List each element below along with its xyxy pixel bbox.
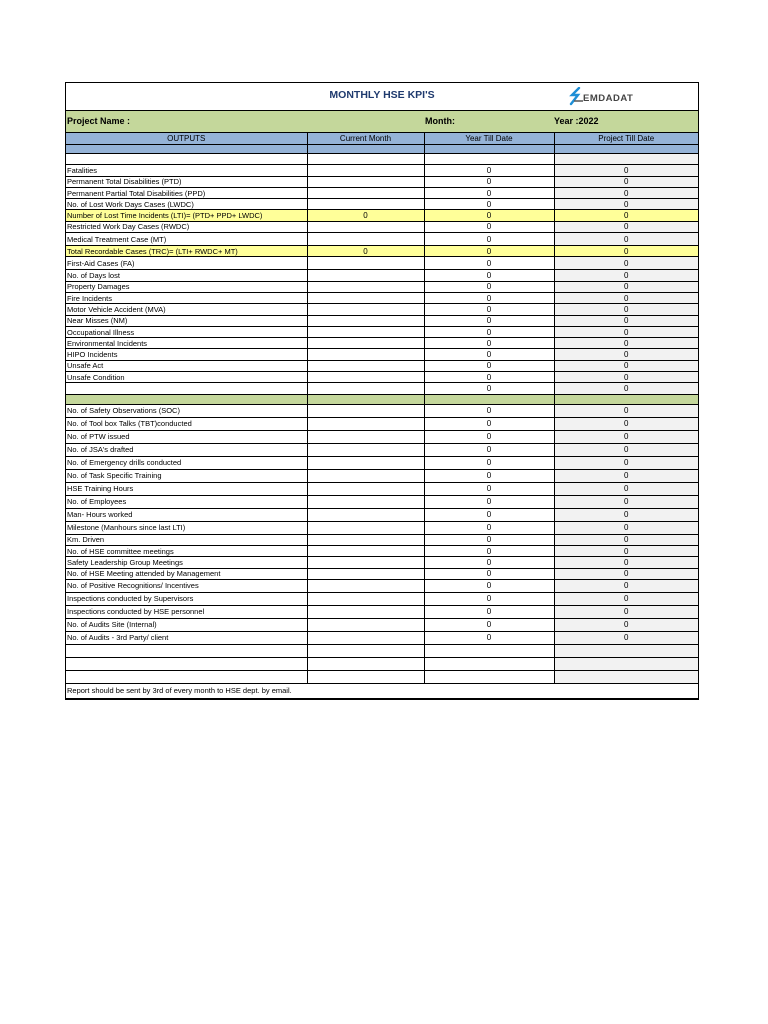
table-row <box>66 383 698 394</box>
project-till-date-cell: 0 <box>554 257 698 270</box>
project-till-date-cell: 0 <box>554 360 698 371</box>
project-info-row <box>66 111 698 133</box>
row-label: No. of JSA's drafted <box>66 443 307 456</box>
table-row <box>66 579 698 592</box>
current-month-cell <box>307 360 424 371</box>
row-label: Milestone (Manhours since last LTI) <box>66 521 307 534</box>
year-till-date-cell: 0 <box>424 338 554 349</box>
header-row <box>66 133 698 145</box>
project-till-date-cell: 0 <box>554 430 698 443</box>
current-month-cell <box>307 495 424 508</box>
table-row <box>66 360 698 371</box>
year-till-date-cell: 0 <box>424 304 554 315</box>
row-label: Restricted Work Day Cases (RWDC) <box>66 221 307 232</box>
kpi-table <box>66 133 698 699</box>
row-label <box>66 657 307 670</box>
table-row <box>66 165 698 176</box>
table-row <box>66 199 698 210</box>
table-row <box>66 631 698 644</box>
row-label: Total Recordable Cases (TRC)= (LTI+ RWDC+ MT) <box>66 246 307 257</box>
row-label: Motor Vehicle Accident (MVA) <box>66 304 307 315</box>
table-row <box>66 257 698 270</box>
year-till-date-cell: 0 <box>424 404 554 417</box>
current-month-cell <box>307 618 424 631</box>
table-row <box>66 417 698 430</box>
project-till-date-cell: 0 <box>554 304 698 315</box>
year-till-date-cell: 0 <box>424 257 554 270</box>
project-till-date-cell: 0 <box>554 221 698 232</box>
row-label: Fire Incidents <box>66 292 307 303</box>
project-till-date-cell: 0 <box>554 210 698 221</box>
current-month-cell <box>307 292 424 303</box>
year-till-date-cell: 0 <box>424 568 554 579</box>
row-label: No. of Lost Work Days Cases (LWDC) <box>66 199 307 210</box>
current-month-cell <box>307 233 424 246</box>
col-current-month: Current Month <box>307 133 424 145</box>
year-till-date-cell: 0 <box>424 508 554 521</box>
row-label: Property Damages <box>66 281 307 292</box>
row-label: No. of Task Specific Training <box>66 469 307 482</box>
project-till-date-cell <box>554 657 698 670</box>
year-till-date-cell: 0 <box>424 592 554 605</box>
current-month-cell <box>307 315 424 326</box>
project-till-date-cell: 0 <box>554 568 698 579</box>
project-till-date-cell: 0 <box>554 199 698 210</box>
year-till-date-cell: 0 <box>424 545 554 556</box>
current-month-cell <box>307 372 424 383</box>
table-row <box>66 304 698 315</box>
month-label: Month: <box>425 116 455 126</box>
current-month-cell <box>307 521 424 534</box>
current-month-cell <box>307 326 424 337</box>
current-month-cell <box>307 430 424 443</box>
current-month-cell <box>307 176 424 187</box>
current-month-cell <box>307 404 424 417</box>
row-label: No. of Days lost <box>66 270 307 281</box>
year-till-date-cell: 0 <box>424 482 554 495</box>
year-till-date-cell: 0 <box>424 221 554 232</box>
row-label: No. of Safety Observations (SOC) <box>66 404 307 417</box>
row-label: Occupational Illness <box>66 326 307 337</box>
project-till-date-cell: 0 <box>554 281 698 292</box>
project-till-date-cell: 0 <box>554 404 698 417</box>
project-till-date-cell: 0 <box>554 482 698 495</box>
current-month-cell <box>307 534 424 545</box>
table-row <box>66 404 698 417</box>
table-row <box>66 443 698 456</box>
table-row <box>66 568 698 579</box>
year-till-date-cell: 0 <box>424 430 554 443</box>
row-label: No. of Audits Site (Internal) <box>66 618 307 631</box>
col-year-till-date: Year Till Date <box>424 133 554 145</box>
row-label: No. of HSE committee meetings <box>66 545 307 556</box>
table-row <box>66 456 698 469</box>
current-month-cell: 0 <box>307 246 424 257</box>
table-row <box>66 210 698 221</box>
project-till-date-cell: 0 <box>554 631 698 644</box>
current-month-cell <box>307 482 424 495</box>
row-label: Environmental Incidents <box>66 338 307 349</box>
row-label: Inspections conducted by Supervisors <box>66 592 307 605</box>
year-till-date-cell: 0 <box>424 165 554 176</box>
current-month-cell <box>307 456 424 469</box>
row-label: No. of Tool box Talks (TBT)conducted <box>66 417 307 430</box>
year-till-date-cell: 0 <box>424 210 554 221</box>
year-till-date-cell: 0 <box>424 372 554 383</box>
project-name-label: Project Name : <box>67 116 131 126</box>
current-month-cell <box>307 165 424 176</box>
project-till-date-cell: 0 <box>554 456 698 469</box>
current-month-cell <box>307 199 424 210</box>
project-till-date-cell: 0 <box>554 270 698 281</box>
project-till-date-cell: 0 <box>554 176 698 187</box>
table-row <box>66 315 698 326</box>
year-till-date-cell: 0 <box>424 270 554 281</box>
row-label: Man- Hours worked <box>66 508 307 521</box>
year-till-date-cell <box>424 657 554 670</box>
project-till-date-cell <box>554 670 698 683</box>
row-label <box>66 670 307 683</box>
row-label: Medical Treatment Case (MT) <box>66 233 307 246</box>
table-row <box>66 372 698 383</box>
project-till-date-cell: 0 <box>554 292 698 303</box>
table-row <box>66 292 698 303</box>
section-divider-row <box>66 394 698 404</box>
project-till-date-cell: 0 <box>554 618 698 631</box>
row-label: Unsafe Condition <box>66 372 307 383</box>
current-month-cell <box>307 545 424 556</box>
table-row <box>66 618 698 631</box>
year-till-date-cell: 0 <box>424 631 554 644</box>
table-row <box>66 521 698 534</box>
col-project-till-date: Project Till Date <box>554 133 698 145</box>
row-label: Fatalities <box>66 165 307 176</box>
row-label: Permanent Partial Total Disabilities (PPD) <box>66 187 307 198</box>
year-till-date-cell: 0 <box>424 246 554 257</box>
row-label: No. of HSE Meeting attended by Management <box>66 568 307 579</box>
year-till-date-cell: 0 <box>424 557 554 568</box>
table-row <box>66 281 698 292</box>
year-till-date-cell: 0 <box>424 176 554 187</box>
current-month-cell <box>307 257 424 270</box>
row-label: HIPO Incidents <box>66 349 307 360</box>
project-till-date-cell: 0 <box>554 534 698 545</box>
table-row <box>66 495 698 508</box>
col-outputs: OUTPUTS <box>66 133 307 145</box>
note-row <box>66 683 698 698</box>
project-till-date-cell: 0 <box>554 545 698 556</box>
table-row <box>66 644 698 657</box>
project-till-date-cell: 0 <box>554 417 698 430</box>
project-till-date-cell: 0 <box>554 165 698 176</box>
current-month-cell <box>307 443 424 456</box>
table-row <box>66 657 698 670</box>
project-till-date-cell: 0 <box>554 579 698 592</box>
table-row <box>66 246 698 257</box>
project-till-date-cell: 0 <box>554 443 698 456</box>
year-label: Year :2022 <box>554 116 599 126</box>
row-label: Number of Lost Time Incidents (LTI)= (PTD+ PPD+ LWDC) <box>66 210 307 221</box>
table-row <box>66 508 698 521</box>
year-till-date-cell: 0 <box>424 187 554 198</box>
current-month-cell <box>307 557 424 568</box>
year-till-date-cell: 0 <box>424 618 554 631</box>
row-label: Inspections conducted by HSE personnel <box>66 605 307 618</box>
table-row <box>66 592 698 605</box>
project-till-date-cell: 0 <box>554 605 698 618</box>
project-till-date-cell <box>554 644 698 657</box>
current-month-cell <box>307 568 424 579</box>
row-label: HSE Training Hours <box>66 482 307 495</box>
year-till-date-cell: 0 <box>424 349 554 360</box>
current-month-cell <box>307 338 424 349</box>
project-till-date-cell: 0 <box>554 187 698 198</box>
project-till-date-cell: 0 <box>554 326 698 337</box>
current-month-cell <box>307 187 424 198</box>
project-till-date-cell: 0 <box>554 592 698 605</box>
year-till-date-cell <box>424 670 554 683</box>
row-label: Near Misses (NM) <box>66 315 307 326</box>
year-till-date-cell: 0 <box>424 383 554 394</box>
report-title: MONTHLY HSE KPI'S <box>329 89 435 101</box>
project-till-date-cell: 0 <box>554 469 698 482</box>
table-row <box>66 430 698 443</box>
table-row <box>66 221 698 232</box>
row-label: First-Aid Cases (FA) <box>66 257 307 270</box>
row-label: No. of Emergency drills conducted <box>66 456 307 469</box>
project-till-date-cell: 0 <box>554 508 698 521</box>
table-row <box>66 605 698 618</box>
year-till-date-cell: 0 <box>424 281 554 292</box>
current-month-cell <box>307 508 424 521</box>
table-row <box>66 545 698 556</box>
year-till-date-cell: 0 <box>424 315 554 326</box>
table-row <box>66 349 698 360</box>
title-row <box>66 83 698 111</box>
current-month-cell <box>307 304 424 315</box>
current-month-cell <box>307 349 424 360</box>
current-month-cell <box>307 605 424 618</box>
current-month-cell <box>307 270 424 281</box>
table-row <box>66 187 698 198</box>
table-row <box>66 534 698 545</box>
table-row <box>66 176 698 187</box>
project-till-date-cell: 0 <box>554 246 698 257</box>
current-month-cell <box>307 469 424 482</box>
current-month-cell <box>307 221 424 232</box>
company-logo <box>569 86 649 108</box>
year-till-date-cell: 0 <box>424 233 554 246</box>
row-label: Safety Leadership Group Meetings <box>66 557 307 568</box>
project-till-date-cell: 0 <box>554 372 698 383</box>
current-month-cell <box>307 644 424 657</box>
year-till-date-cell: 0 <box>424 360 554 371</box>
year-till-date-cell: 0 <box>424 579 554 592</box>
project-till-date-cell: 0 <box>554 383 698 394</box>
table-row <box>66 270 698 281</box>
row-label: No. of PTW issued <box>66 430 307 443</box>
year-till-date-cell: 0 <box>424 326 554 337</box>
year-till-date-cell: 0 <box>424 292 554 303</box>
row-label: Km. Driven <box>66 534 307 545</box>
year-till-date-cell: 0 <box>424 521 554 534</box>
year-till-date-cell: 0 <box>424 417 554 430</box>
project-till-date-cell: 0 <box>554 233 698 246</box>
table-row <box>66 338 698 349</box>
project-till-date-cell: 0 <box>554 349 698 360</box>
year-till-date-cell: 0 <box>424 456 554 469</box>
year-till-date-cell: 0 <box>424 495 554 508</box>
table-row <box>66 670 698 683</box>
row-label: No. of Employees <box>66 495 307 508</box>
table-row <box>66 482 698 495</box>
year-till-date-cell: 0 <box>424 605 554 618</box>
table-row <box>66 233 698 246</box>
project-till-date-cell: 0 <box>554 495 698 508</box>
current-month-cell <box>307 657 424 670</box>
project-till-date-cell: 0 <box>554 338 698 349</box>
blank-row <box>66 154 698 165</box>
row-label <box>66 644 307 657</box>
report-note: Report should be sent by 3rd of every month to HSE dept. by email. <box>66 683 698 698</box>
row-label: Permanent Total Disabilities (PTD) <box>66 176 307 187</box>
current-month-cell <box>307 670 424 683</box>
current-month-cell <box>307 592 424 605</box>
current-month-cell <box>307 579 424 592</box>
current-month-cell <box>307 417 424 430</box>
row-label: No. of Positive Recognitions/ Incentives <box>66 579 307 592</box>
blue-spacer-row <box>66 145 698 154</box>
table-row <box>66 557 698 568</box>
row-label: No. of Audits - 3rd Party/ client <box>66 631 307 644</box>
current-month-cell <box>307 281 424 292</box>
project-till-date-cell: 0 <box>554 557 698 568</box>
year-till-date-cell: 0 <box>424 199 554 210</box>
current-month-cell <box>307 383 424 394</box>
project-till-date-cell: 0 <box>554 521 698 534</box>
row-label: Unsafe Act <box>66 360 307 371</box>
year-till-date-cell: 0 <box>424 443 554 456</box>
year-till-date-cell <box>424 644 554 657</box>
project-till-date-cell: 0 <box>554 315 698 326</box>
kpi-sheet <box>65 82 699 700</box>
year-till-date-cell: 0 <box>424 534 554 545</box>
logo-text: EMDADAT <box>583 93 634 104</box>
current-month-cell: 0 <box>307 210 424 221</box>
current-month-cell <box>307 631 424 644</box>
row-label <box>66 383 307 394</box>
year-till-date-cell: 0 <box>424 469 554 482</box>
table-row <box>66 469 698 482</box>
table-row <box>66 326 698 337</box>
